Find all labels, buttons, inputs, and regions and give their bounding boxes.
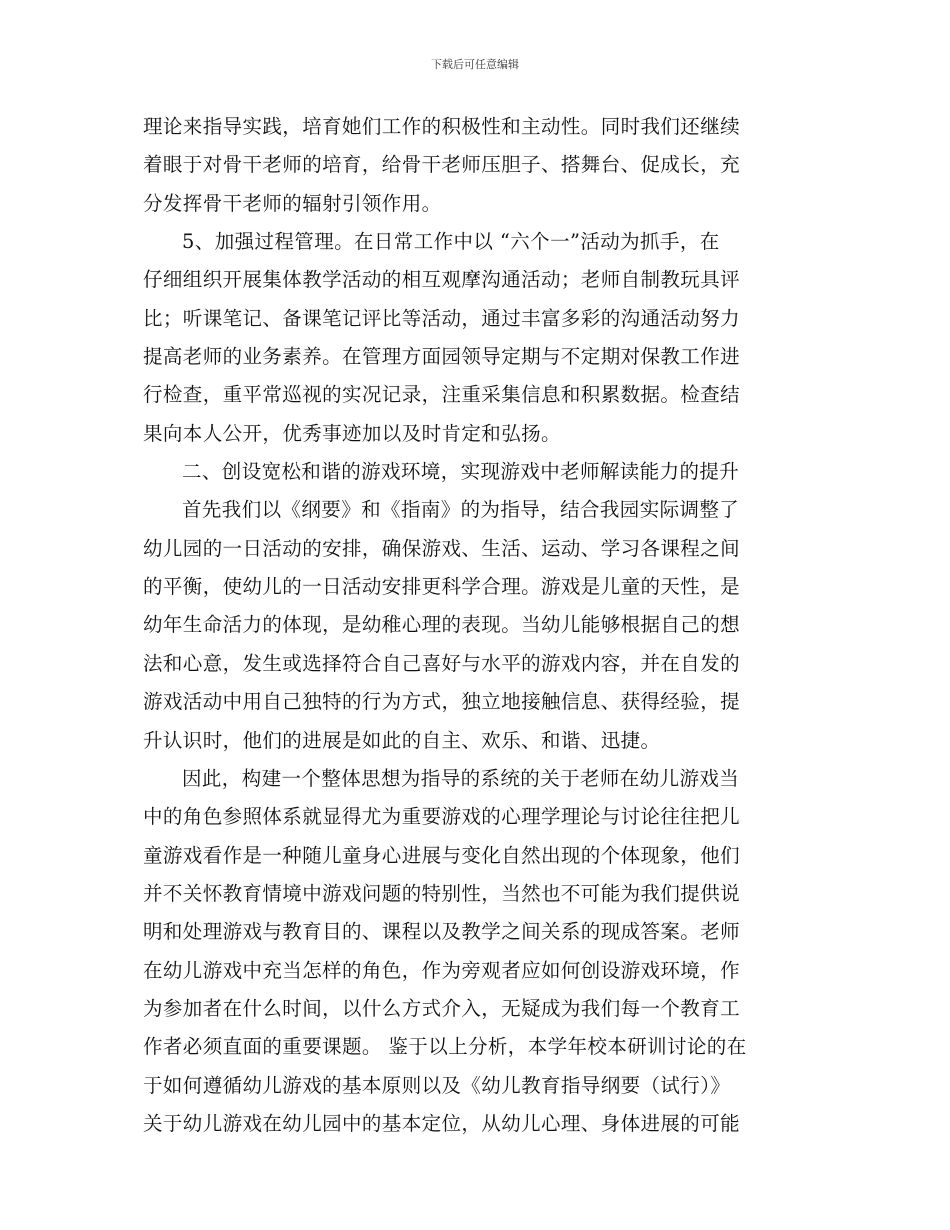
paragraph-guidelines: 首先我们以《纲要》和《指南》的为指导，结合我园实际调整了 幼儿园的一日活动的安排，确保游戏、生活、运动、学习各课程之间 的平衡，使幼儿的一日活动安排更科学合理。游戏是儿童的天性，是 幼年生命活力的体现，是幼稚心理的表现。当幼儿能够根据自己的想 法和心意，发生或选择符合自己喜好与水平的游戏内容，并在自发的 游戏活动中用自己独特的行为方式，独立地接触信息、获得经验，提 升认识时，他们的进展是如此的自主、欢乐、和谐、迅捷。	[143, 498, 741, 752]
section-heading-game-environment: 二、创设宽松和谐的游戏环境，实现游戏中老师解读能力的提升	[182, 460, 740, 484]
paragraph-process-management: 5、加强过程管理。在日常工作中以 “六个一”活动为抓手，在 仔细组织开展集体教学活动的相互观摩沟通活动；老师自制教玩具评 比；听课笔记、备课笔记评比等活动，通过丰富多彩的沟通活动努力 提高老师的业务素养。在管理方面园领导定期与不定期对保教工作进 行检查，重平常巡视的实况记录，注重采集信息和积累数据。检查结 果向本人公开，优秀事迹加以及时肯定和弘扬。	[143, 230, 741, 445]
paragraph-teacher-role: 因此，构建一个整体思想为指导的系统的关于老师在幼儿游戏当 中的角色参照体系就显得尤为重要游戏的心理学理论与讨论往往把儿 童游戏看作是一种随儿童身心进展与变化自然出现的个体现象，他们 并不关怀教育情境中游戏问题的特别性，当然也不可能为我们提供说 明和处理游戏与教育目的、课程以及教学之间关系的现成答案。老师 在幼儿游戏中充当怎样的角色，作为旁观者应如何创设游戏环境，作 为参加者在什么时间，以什么方式介入，无疑成为我们每一个教育工 作者必须直面的重要课题。 鉴于以上分析，本学年校本研训讨论的在 于如何遵循幼儿游戏的基本原则以及《幼儿教育指导纲要（试行）》 关于幼儿游戏在幼儿园中的基本定位，从幼儿心理、身体进展的可能	[143, 766, 747, 1135]
document-body	[143, 108, 807, 1143]
page-header: 下载后可任意编辑	[431, 58, 519, 71]
paragraph-continuation: 理论来指导实践，培育她们工作的积极性和主动性。同时我们还继续 着眼于对骨干老师的培育，给骨干老师压胆子、搭舞台、促成长，充 分发挥骨干老师的辐射引领作用。	[143, 115, 741, 215]
